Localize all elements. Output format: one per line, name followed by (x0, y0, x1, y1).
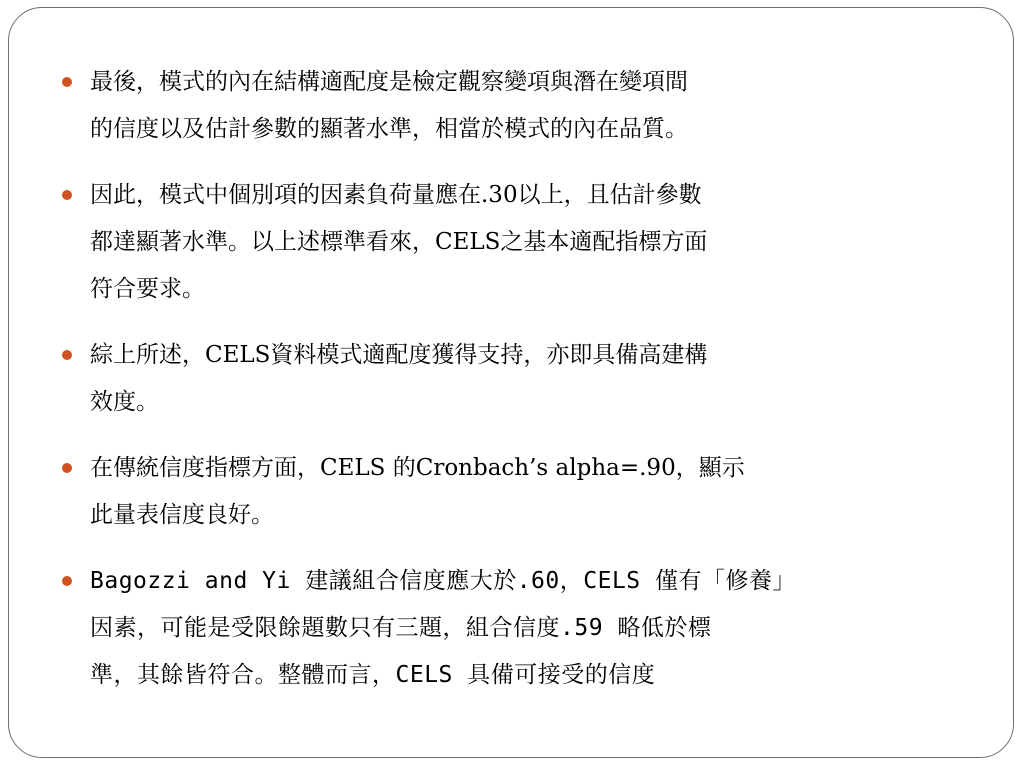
bullet-text-line: 因此，模式中個別項的因素負荷量應在.30以上，且估計參數 (90, 182, 702, 208)
bullet-text-line: 此量表信度良好。 (90, 502, 274, 528)
bullet-text-line: 效度。 (90, 389, 159, 415)
bullet-item-4 (62, 445, 1002, 539)
bullet-list (62, 59, 1002, 718)
bullet-dot-icon (62, 463, 72, 473)
bullet-dot-icon (62, 350, 72, 360)
bullet-item-3 (62, 332, 1002, 426)
bullet-item-1 (62, 59, 1002, 153)
bullet-item-5 (62, 558, 1002, 699)
bullet-text-line: 符合要求。 (90, 276, 205, 302)
bullet-text-line: 最後，模式的內在結構適配度是檢定觀察變項與潛在變項間 (90, 69, 688, 95)
bullet-text-line: 都達顯著水準。以上述標準看來，CELS之基本適配指標方面 (90, 229, 708, 255)
bullet-dot-icon (62, 190, 72, 200)
bullet-text-line: Bagozzi and Yi 建議組合信度應大於.60，CELS 僅有「修養」 (90, 568, 796, 594)
bullet-dot-icon (62, 576, 72, 586)
bullet-text-line: 在傳統信度指標方面，CELS 的Cronbach’s alpha=.90，顯示 (90, 455, 745, 481)
bullet-text-line: 的信度以及估計參數的顯著水準，相當於模式的內在品質。 (90, 116, 688, 142)
bullet-text-line: 因素，可能是受限餘題數只有三題，組合信度.59 略低於標 (90, 615, 712, 641)
bullet-text-line: 準，其餘皆符合。整體而言，CELS 具備可接受的信度 (90, 662, 656, 688)
bullet-item-2 (62, 172, 1002, 313)
bullet-text-line: 綜上所述，CELS資料模式適配度獲得支持，亦即具備高建構 (90, 342, 708, 368)
bullet-dot-icon (62, 77, 72, 87)
